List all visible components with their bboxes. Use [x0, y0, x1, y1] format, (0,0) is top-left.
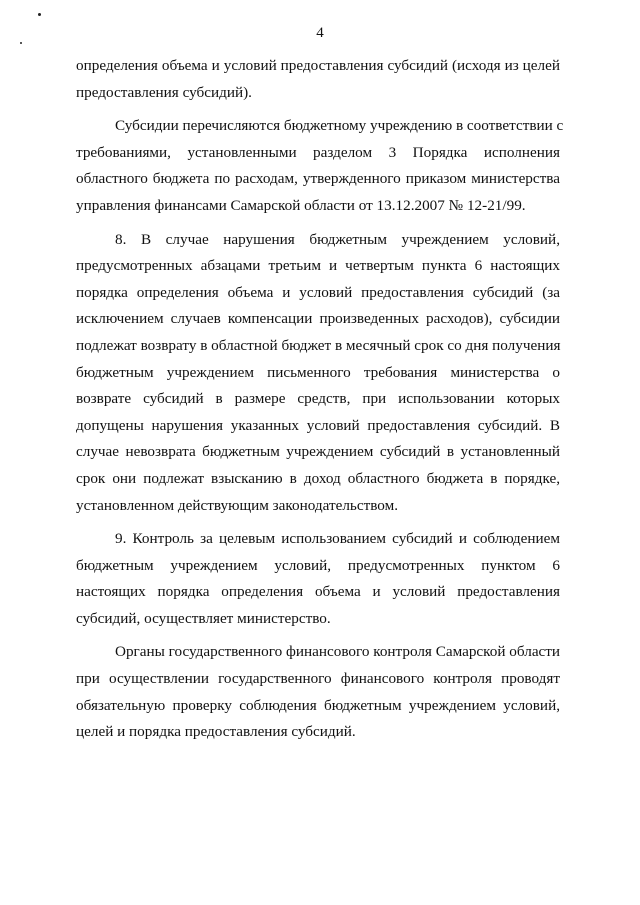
text-line: установленном действующим законодательством.	[76, 496, 399, 514]
paragraph-financial-control	[76, 639, 560, 745]
text-line: 8. В случае нарушения бюджетным учреждением условий,	[115, 230, 560, 248]
text-line: 9. Контроль за целевым использованием субсидий и соблюдением	[115, 530, 560, 548]
text-line: при осуществлении государственного финансового контроля проводят	[76, 670, 560, 688]
text-line: Органы государственного финансового контроля Самарской области	[115, 643, 561, 661]
text-line: исключением случаев компенсации произведенных расходов), субсидии	[76, 310, 560, 328]
paragraph-item-8	[76, 227, 560, 520]
text-line: обязательную проверку соблюдения бюджетным учреждением условий,	[76, 696, 560, 714]
paragraph-item-9	[76, 526, 560, 632]
text-line: целей и порядка предоставления субсидий.	[76, 723, 356, 741]
paragraph-continuation	[76, 53, 560, 106]
text-line: областного бюджета по расходам, утвержденного приказом министерства	[76, 170, 560, 188]
text-line: настоящих порядка определения объема и условий предоставления	[76, 583, 560, 601]
text-line: управления финансами Самарской области от 13.12.2007 № 12-21/99.	[76, 196, 526, 214]
text-line: субсидий, осуществляет министерство.	[76, 609, 331, 627]
text-line: возврате субсидий в размере средств, при использовании которых	[76, 390, 560, 408]
text-line: срок они подлежат взысканию в доход областного бюджета в порядке,	[76, 469, 560, 487]
text-line: определения объема и условий предоставления субсидий (исходя из целей	[76, 57, 560, 74]
text-line: предоставления субсидий).	[76, 83, 252, 101]
page-number: 4	[316, 25, 324, 41]
text-line: предусмотренных абзацами третьим и четвертым пункта 6 настоящих	[76, 257, 560, 275]
text-line: подлежат возврату в областной бюджет в месячный срок со дня получения	[76, 336, 561, 354]
text-line: порядка определения объема и условий предоставления субсидий (за	[76, 283, 560, 301]
scan-speck	[20, 42, 22, 44]
text-line: случае невозврата бюджетным учреждением субсидий в установленный	[76, 443, 560, 461]
text-line: допущены нарушения указанных условий предоставления субсидий. В	[76, 416, 560, 434]
scan-speck	[38, 13, 41, 16]
text-line: Субсидии перечисляются бюджетному учреждению в соответствии с	[115, 117, 564, 135]
text-line: бюджетным учреждением условий, предусмотренных пунктом 6	[76, 556, 560, 574]
document-body	[76, 53, 564, 746]
text-line: требованиями, установленными разделом 3 Порядка исполнения	[76, 143, 560, 161]
paragraph-subsidy-transfer	[76, 113, 564, 219]
text-line: бюджетным учреждением письменного требования министерства о	[76, 363, 560, 381]
